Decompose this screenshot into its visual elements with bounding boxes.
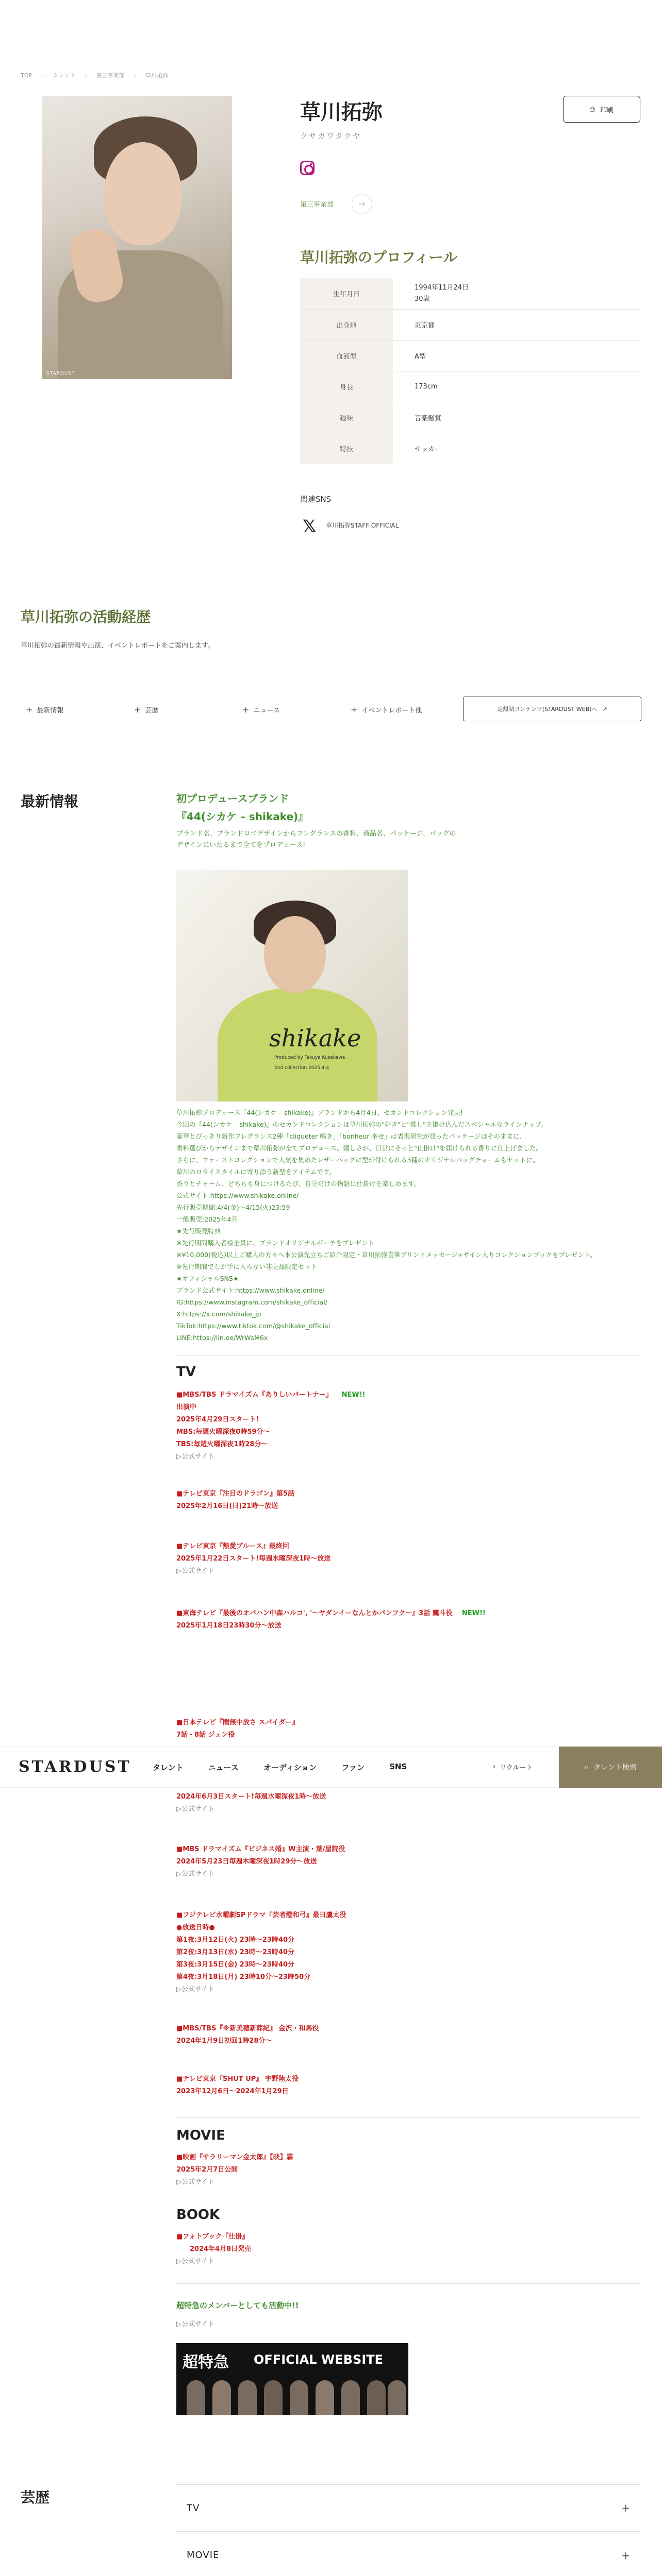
tv-item: ■テレビ東京『SHUT UP』 宇野陸太役 2023年12月6日〜2024年1月29日 [176,2075,299,2095]
profile-value: 音楽鑑賞 [393,402,640,433]
profile-row [300,402,640,433]
body-line: 今回の『44(シカケ – shikake)』のセカンドコレクションは草川拓弥の"好き"と"推し"を掛け込んだスペシャルなラインナップ。 [176,1121,548,1128]
search-icon: ⌕ [584,1763,589,1771]
divider [176,2283,640,2284]
movie-item: ■映画『サラリーマン金太郎』【映】篇 2025年2月7日公開 ▷公式サイト [176,2154,293,2186]
latest-heading: 最新情報 [21,793,79,810]
activity-title: 草川拓弥の活動経歴 [21,608,151,625]
profile-table [300,278,640,464]
tv-heading: TV [176,1364,196,1380]
body-line: 香りとチャーム、どちらも身につけるたび、自分だけの物語に仕掛けを楽しめます。 [176,1180,421,1188]
tv-item: ■テレビ東京『熱愛ブルース』最終回 2025年1月22日スタート!毎週水曜深夜1時〜放送 ▷公式サイト [176,1543,331,1575]
breadcrumb-talent[interactable]: タレント [53,72,76,79]
stardust-logo[interactable]: STARDUST [19,1758,131,1776]
chevron-right-icon: › [134,72,136,79]
chouchoku-heading: 超特急のメンバーとしても活動中!! [176,2301,299,2310]
tv-item: ■フジテレビ水曜劇SPドラマ『芸者燈和弓』最日鷹太役 ●放送日時● 第1夜:3月12日(火) 23時〜23時40分 第2夜:3月13日(水) 23時〜23時40分 第3夜:3月15日(金) 23時〜23時40分 第4夜:3月18日(月) 23時10分〜23時50分 ▷公式サイト [176,1911,346,1993]
chevron-right-icon: › [41,72,44,79]
profile-row [300,340,640,371]
breadcrumb-department[interactable]: 第三事業部 [96,72,125,79]
nav-sns[interactable]: SNS [389,1762,407,1771]
body-line: 香料選びからデザインまで草川拓弥が全てプロデュース。嬉しさが、日常にそっと"仕掛け"を届けられる香りに仕上げました。 [176,1144,543,1152]
nav-news[interactable]: ニュース [208,1763,239,1772]
brand-heading-1: 初プロデュースブランド [176,792,289,805]
plus-icon: + [26,704,33,715]
profile-key: 血液型 [300,340,393,371]
profile-key: 身長 [300,371,393,402]
profile-value: 1994年11月24日 30歳 [393,278,640,309]
tv-item: ■MBS/TBS『※新美穂新葬紀』 金沢・和馬役 2024年1月9日初回1時28分〜 [176,2025,319,2045]
profile-key: 生年月日 [300,278,393,309]
x-link[interactable]: X:https://x.com/shikake_jp [176,1310,261,1318]
tv-item: ■MBS/TBS ドラマイズム『ありしいパートナー』 NEW!! 出演中 2025年4月29日スタート! MBS:毎週火曜深夜0時59分〜 TBS:毎週火曜深夜1時28分〜 ▷公式サイト [176,1391,366,1461]
poster-subtitle-2: 2nd collection 2025.4.4 [274,1065,329,1071]
profile-key: 趣味 [300,402,393,433]
global-nav [153,1762,407,1773]
profile-row [300,309,640,340]
tv-item: ■東海テレビ『最後のオバハン中森ハルコ', '〜ヤダンイーなんとかパンフク〜』3話 鷹斗役 NEW!! 2025年1月18日23時30分〜放送 [176,1609,486,1630]
body-line: 草川のロライスタイルに寄り添う新型をアイテムです。 [176,1168,336,1176]
chouchoku-site-link[interactable]: ▷公式サイト [176,2320,215,2328]
activity-tabs [21,697,641,722]
body-line: ※¥10,000(税込)以上ご購入の方々へ本公演先立ちご紹介限定・草川拓弥直筆プリントメッセージ+サイン入りコレクションブックをプレゼント。 [176,1251,597,1259]
book-heading: BOOK [176,2207,220,2223]
profile-row [300,278,640,309]
stardust-web-button[interactable]: 定額制コンテンツ(STARDUST WEB)へ ↗ [463,697,641,721]
profile-value: 173cm [393,371,640,402]
activity-description: 草川拓弥の最新情報や出演、イベントレポートをご案内します。 [21,642,214,650]
chouchoku-banner[interactable] [176,2343,408,2415]
x-account-link[interactable]: 草川拓弥STAFF OFFICIAL [326,522,399,529]
profile-value: 東京都 [393,309,640,340]
instagram-link[interactable]: IG:https://www.instagram.com/shikake_official/ [176,1298,327,1306]
talent-search-button[interactable]: ⌕ タレント検索 [559,1747,662,1788]
profile-key: 特技 [300,433,393,464]
profile-row [300,371,640,402]
plus-icon: + [134,704,141,715]
profile-value: サッカー [393,433,640,464]
nav-fan[interactable]: ファン [341,1763,365,1772]
tab-latest[interactable]: + 最新情報 [26,704,64,715]
body-line: ★オフィシャルSNS★ [176,1275,239,1282]
body-line: さらに、ファーストコレクションで人気を集めたレザーバッグに型が付けられる3種のオリジナルバッグチャームもセットに。 [176,1156,539,1164]
new-badge: NEW!! [461,1609,486,1617]
poster-title: shikake [269,1024,361,1052]
career-heading: 芸歴 [21,2489,50,2506]
brand-intro [176,790,640,851]
profile-row [300,433,640,464]
tab-career[interactable]: + 芸歴 [134,704,159,715]
print-label: 印刷 [600,106,614,114]
official-site-link[interactable]: ▷公式サイト [176,1453,215,1461]
tab-news[interactable]: + ニュース [242,704,280,715]
nav-audition[interactable]: オーディション [263,1763,317,1772]
brand-desc-2: デザインにいたるまで全てをプロデュース! [176,841,306,850]
tv-item: 2024年6月3日スタート!毎週水曜深夜1時〜放送 ▷公式サイト [176,1793,326,1813]
career-accordion-tv[interactable]: TV + [176,2484,640,2532]
external-link-icon: ↗ [602,705,607,713]
official-site-link[interactable]: ▷公式サイト [176,1870,215,1878]
body-line: 先行販売期間:4/4(金)〜4/15(火)23:59 [176,1204,290,1211]
book-item: ■フォトブック『仕掛』 2024年4月8日発売 ▷公式サイト [176,2233,252,2265]
photo-credit: STARDUST [46,371,75,376]
official-site-link[interactable]: 公式サイト:https://www.shikake.online/ [176,1192,299,1199]
official-site-link[interactable]: ▷公式サイト [176,2178,215,2186]
talent-name: 草川拓弥 [300,100,383,124]
arrow-right-icon[interactable]: → [352,194,372,214]
instagram-icon[interactable] [300,161,315,175]
official-site-link[interactable]: ▷公式サイト [176,1805,215,1813]
talent-kana: クサカワタクヤ [300,131,361,141]
profile-value: A型 [393,340,640,371]
brand-site-link[interactable]: ブランド公式サイト:https://www.shikake.online/ [176,1286,325,1294]
tv-item: ■日本テレビ『闇無中放さ スパイダー』 7話・8話 ジュン役 [176,1719,299,1739]
body-line: ★先行販売特典 [176,1227,221,1235]
print-button[interactable] [563,96,640,123]
body-line: 豪華とびっきり新作フレグランス2種「cliqueter 鳴き」「bonheur 幸せ」は表現研究が見ったパッケージはそのままに、 [176,1132,526,1140]
tv-item: ■テレビ東京『注目のドラゴン』第5話 2025年2月16日(日)21時〜放送 [176,1490,295,1510]
poster-subtitle: Produced by Takuya Kusakawa [274,1055,345,1060]
official-site-link[interactable]: ▷公式サイト [176,1567,215,1575]
new-badge: NEW!! [341,1391,366,1399]
profile-photo [42,96,232,379]
x-icon[interactable]: 𝕏 [303,516,316,536]
career-accordion-movie[interactable]: MOVIE + [176,2532,640,2576]
breadcrumb [21,71,168,79]
chouchoku-logo: 超特急 [183,2353,229,2371]
printer-icon: ⎙ [589,105,595,113]
brand-desc-1: ブランド名、ブランドロゴデザインからフレグランスの香料、商品名、パッケージ、バッグの [176,830,456,838]
brand-heading-2: 『44(シカケ – shikake)』 [176,810,309,823]
brand-body [176,1107,640,1344]
breadcrumb-current: 草川拓弥 [145,72,168,79]
plus-icon: + [242,704,250,715]
brand-poster [176,870,408,1101]
official-site-link[interactable]: ▷公式サイト [176,2258,215,2265]
line-link[interactable]: LINE:https://lin.ee/WrWsM6x [176,1334,268,1342]
banner-text: OFFICIAL WEBSITE [254,2352,384,2367]
profile-key: 出身地 [300,309,393,340]
plus-icon: + [351,704,358,715]
arrow-right-icon: › [493,1763,496,1771]
official-site-link[interactable]: ▷公式サイト [176,1986,215,1993]
plus-icon: + [621,2502,630,2514]
tiktok-link[interactable]: TikTok:https://www.tiktok.com/@shikake_official [176,1322,330,1330]
divider [176,2117,640,2118]
body-line: ※先行期間でしか手に入らない非売品限定セット [176,1263,317,1270]
movie-heading: MOVIE [176,2128,225,2143]
body-line: ※先行期間購入者様全員に、ブランドオリジナルポーチをプレゼント [176,1239,374,1247]
department-link[interactable]: 第三事業部 [300,201,334,209]
body-line: 草川拓弥プロデュース『44(シカケ – shikake)』ブランドから4月4日、セカンドコレクション発売! [176,1109,463,1116]
related-sns-heading: 関連SNS [300,495,332,504]
tv-item: ■MBS ドラマイズム『ビジネス婚』W主演・葉/屋院役 2024年5月23日毎週木曜深夜1時29分〜放送 ▷公式サイト [176,1845,345,1878]
body-line: 一般販売:2025年4月 [176,1215,238,1223]
profile-title: 草川拓弥のプロフィール [300,249,458,266]
recruit-link[interactable]: › リクルート [493,1763,533,1772]
plus-icon: + [621,2549,630,2562]
chevron-right-icon: › [85,72,87,79]
tab-event-report[interactable]: + イベントレポート他 [351,704,422,715]
breadcrumb-top[interactable]: TOP [21,72,32,79]
nav-talent[interactable]: タレント [153,1763,184,1772]
